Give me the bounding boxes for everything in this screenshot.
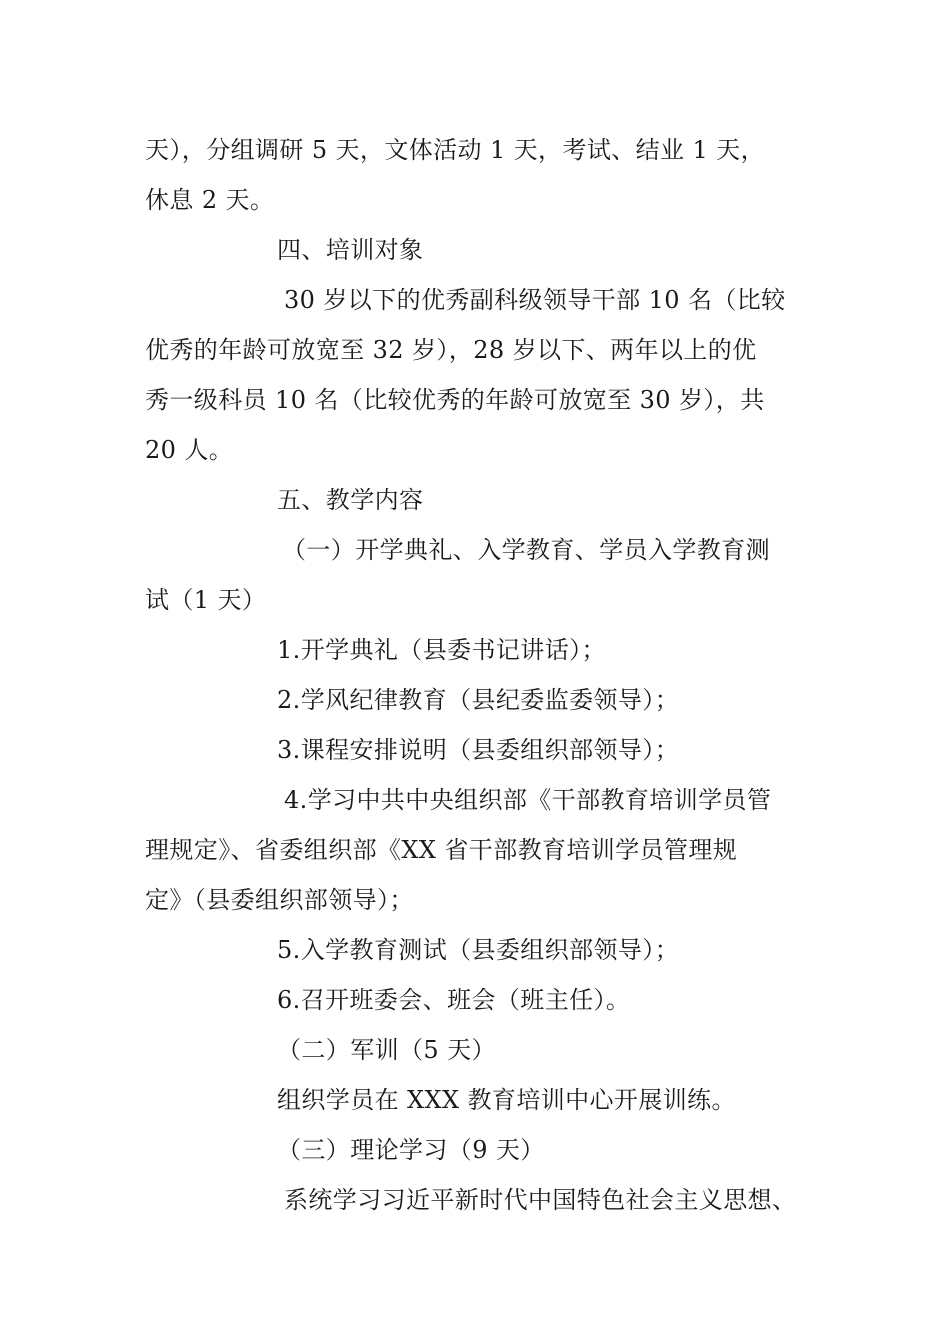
subsection-heading: （一）开学典礼、入学教育、学员入学教育测 <box>282 536 770 564</box>
subsection-heading: （二）军训（5 天） <box>277 1036 496 1064</box>
text-line: 秀一级科员 10 名（比较优秀的年龄可放宽至 30 岁），共 <box>145 386 765 414</box>
subsection-heading: （三）理论学习（9 天） <box>277 1136 545 1164</box>
text-line: 系统学习习近平新时代中国特色社会主义思想、 <box>284 1186 797 1214</box>
text-line: 20 人。 <box>145 436 234 464</box>
text-line: 组织学员在 XXX 教育培训中心开展训练。 <box>277 1086 736 1114</box>
list-item: 6.召开班委会、班会（班主任）。 <box>277 986 631 1014</box>
text-line: 30 岁以下的优秀副科级领导干部 10 名（比较 <box>284 286 786 314</box>
list-item: 4.学习中共中央组织部《干部教育培训学员管 <box>284 786 772 814</box>
text-line: 休息 2 天。 <box>145 186 275 214</box>
text-line: 理规定》、省委组织部《XX 省干部教育培训学员管理规 <box>145 836 738 864</box>
text-line: 优秀的年龄可放宽至 32 岁），28 岁以下、两年以上的优 <box>145 336 757 364</box>
list-item: 1.开学典礼（县委书记讲话）； <box>277 636 606 664</box>
list-item: 5.入学教育测试（县委组织部领导）； <box>277 936 680 964</box>
list-item: 3.课程安排说明（县委组织部领导）； <box>277 736 680 764</box>
text-line: 试（1 天） <box>145 586 267 614</box>
text-line: 定》（县委组织部领导）； <box>145 886 414 914</box>
section-heading: 五、教学内容 <box>277 486 424 514</box>
text-line: 天），分组调研 5 天，文体活动 1 天，考试、结业 1 天， <box>145 136 765 164</box>
section-heading: 四、培训对象 <box>277 236 424 264</box>
list-item: 2.学风纪律教育（县纪委监委领导）； <box>277 686 680 714</box>
